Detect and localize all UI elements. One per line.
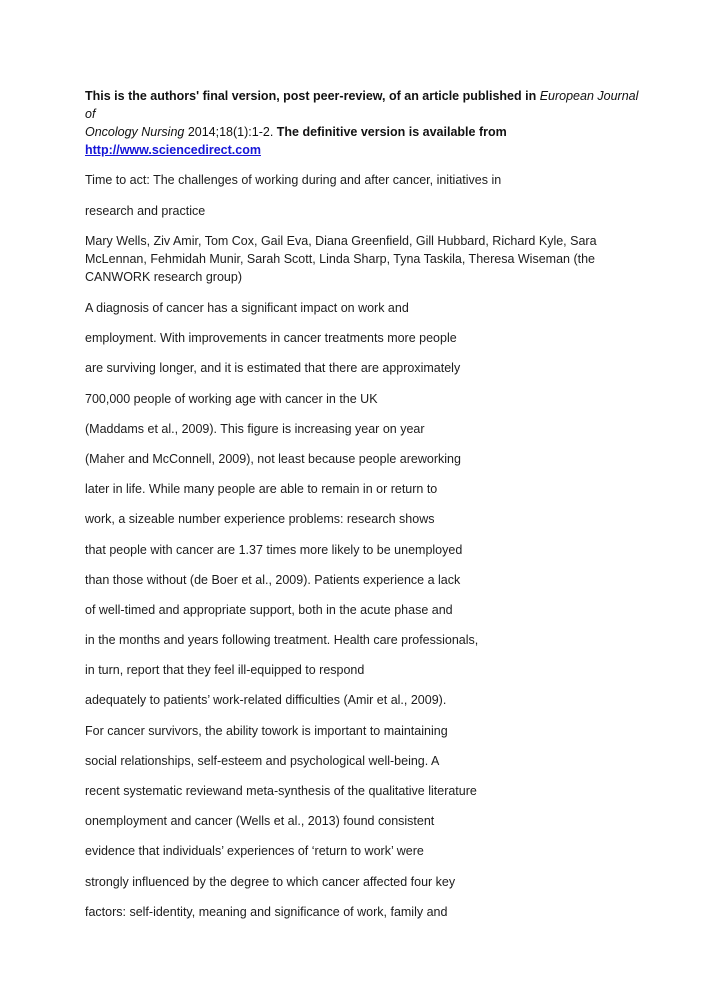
author-list-line: Mary Wells, Ziv Amir, Tom Cox, Gail Eva, Diana Greenfield, Gill Hubbard, Richard Kyle, Sara xyxy=(85,234,597,248)
body-line: in turn, report that they feel ill-equipped to respond xyxy=(85,663,365,678)
author-list xyxy=(85,232,640,286)
notice-line-3 xyxy=(85,141,640,159)
body-line: that people with cancer are 1.37 times more likely to be unemployed xyxy=(85,542,463,557)
notice-line-1 xyxy=(85,87,640,123)
citation-text: 2014;18(1):1-2. xyxy=(187,125,277,139)
body-line: in the months and years following treatment. Health care professionals, xyxy=(85,633,479,648)
body-line: evidence that individuals’ experiences of ‘return to work’ were xyxy=(85,844,424,859)
page-content xyxy=(85,87,640,933)
notice-bold-tail: The definitive version is available from xyxy=(276,125,507,139)
body-line: of well-timed and appropriate support, both in the acute phase and xyxy=(85,602,453,617)
body-line: 700,000 people of working age with cancer in the UK xyxy=(85,391,378,406)
body-line: adequately to patients’ work-related difficulties (Amir et al., 2009). xyxy=(85,693,447,708)
article-body xyxy=(85,299,640,921)
body-line: work, a sizeable number experience problems: research shows xyxy=(85,512,435,527)
body-line: A diagnosis of cancer has a significant impact on work and xyxy=(85,301,409,315)
body-line: strongly influenced by the degree to which cancer affected four key xyxy=(85,874,456,889)
body-line: than those without (de Boer et al., 2009). Patients experience a lack xyxy=(85,572,461,587)
body-line: employment. With improvements in cancer treatments more people xyxy=(85,331,457,346)
notice-line-2 xyxy=(85,123,640,141)
article-title-line: research and practice xyxy=(85,204,206,218)
journal-name-part-2: Oncology Nursing xyxy=(85,125,188,139)
publication-notice xyxy=(85,87,640,159)
notice-bold-intro: This is the authors' final version, post peer-review, of an article published in xyxy=(85,89,540,103)
body-line: (Maddams et al., 2009). This figure is increasing year on year xyxy=(85,421,425,436)
body-line: For cancer survivors, the ability towork is important to maintaining xyxy=(85,723,448,738)
body-line: factors: self-identity, meaning and significance of work, family and xyxy=(85,904,448,919)
sciencedirect-link[interactable]: http://www.sciencedirect.com xyxy=(85,143,261,157)
author-list-line: McLennan, Fehmidah Munir, Sarah Scott, Linda Sharp, Tyna Taskila, Theresa Wiseman (the xyxy=(85,252,595,266)
body-line: onemployment and cancer (Wells et al., 2013) found consistent xyxy=(85,814,435,829)
body-line: are surviving longer, and it is estimated that there are approximately xyxy=(85,361,461,376)
body-line: (Maher and McConnell, 2009), not least because people areworking xyxy=(85,451,461,466)
author-list-line: CANWORK research group) xyxy=(85,270,242,284)
journal-name-part-1: European Journal of xyxy=(85,89,639,121)
article-title xyxy=(85,171,640,220)
body-line: social relationships, self-esteem and psychological well-being. A xyxy=(85,753,440,768)
body-line: later in life. While many people are able to remain in or return to xyxy=(85,482,438,497)
body-line: recent systematic reviewand meta-synthesis of the qualitative literature xyxy=(85,784,477,798)
article-title-line: Time to act: The challenges of working during and after cancer, initiatives in xyxy=(85,173,502,187)
